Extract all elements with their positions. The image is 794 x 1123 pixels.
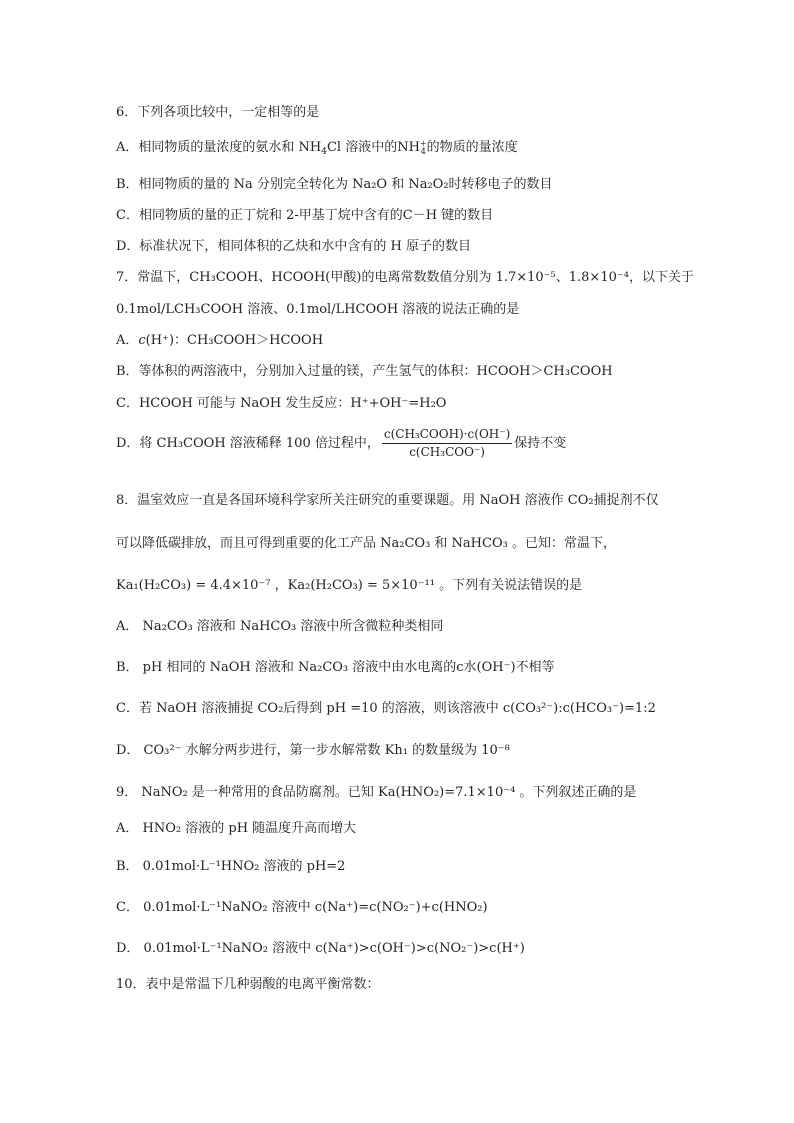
q7-stem-line1: 7．常温下，CH₃COOH、HCOOH(甲酸)的电离常数数值分别为 1.7×10⁻⁵、1.8×10⁻⁴，以下关于 bbox=[116, 270, 694, 285]
q7-a-pre: A． bbox=[116, 333, 139, 348]
q8-stem-line2: 可以降低碳排放，而且可得到重要的化工产品 Na₂CO₃ 和 NaHCO₃ 。已知：常温下， bbox=[116, 536, 616, 551]
q6-a-mid: Cl 溶液中的NH bbox=[326, 140, 420, 155]
q9-option-a: A． HNO₂ 溶液的 pH 随温度升高而增大 bbox=[116, 821, 357, 836]
q7-d-post: 保持不变 bbox=[514, 436, 567, 451]
q8-stem-line3: Ka₁(H₂CO₃) = 4.4×10⁻⁷ ，Ka₂(H₂CO₃) = 5×10⁻¹¹ 。下列有关说法错误的是 bbox=[116, 578, 583, 593]
q8-option-d: D． CO₃²⁻ 水解分两步进行，第一步水解常数 Kh₁ 的数量级为 10⁻⁸ bbox=[116, 743, 510, 758]
q6-a-sub: 4 bbox=[321, 147, 327, 157]
q8-stem-line1: 8．温室效应一直是各国环境科学家所关注研究的重要课题。用 NaOH 溶液作 CO₂捕捉剂不仅 bbox=[116, 493, 659, 508]
q7-a-post: (H⁺)：CH₃COOH＞HCOOH bbox=[145, 333, 324, 348]
q7-option-b: B．等体积的两溶液中，分别加入过量的镁，产生氢气的体积：HCOOH＞CH₃COOH bbox=[116, 364, 613, 379]
q6-option-c: C．相同物质的量的正丁烷和 2-甲基丁烷中含有的C－H 键的数目 bbox=[116, 208, 494, 223]
q7-stem-line2: 0.1mol/LCH₃COOH 溶液、0.1mol/LHCOOH 溶液的说法正确的是 bbox=[116, 302, 520, 317]
q6-stem: 6．下列各项比较中，一定相等的是 bbox=[116, 105, 320, 120]
q7-option-d bbox=[116, 427, 566, 460]
q7-d-denominator: c(CH₃COO⁻) bbox=[409, 445, 485, 459]
q9-option-d: D． 0.01mol·L⁻¹NaNO₂ 溶液中 c(Na⁺)>c(OH⁻)>c(NO₂⁻)>c(H⁺) bbox=[116, 941, 525, 956]
q6-a-sup: + bbox=[419, 138, 427, 148]
q6-option-a bbox=[116, 139, 518, 161]
q6-option-d: D．标准状况下，相同体积的乙炔和水中含有的 H 原子的数目 bbox=[116, 239, 472, 254]
q9-option-b: B． 0.01mol·L⁻¹HNO₂ 溶液的 pH=2 bbox=[116, 859, 346, 874]
q10-stem: 10．表中是常温下几种弱酸的电离平衡常数： bbox=[116, 977, 380, 992]
q9-stem: 9． NaNO₂ 是一种常用的食品防腐剂。已知 Ka(HNO₂)=7.1×10⁻⁴ 。下列叙述正确的是 bbox=[116, 785, 637, 800]
q7-d-fraction bbox=[382, 427, 512, 460]
q6-a-post: 的物质的量浓度 bbox=[426, 140, 518, 155]
q7-d-pre: D．将 CH₃COOH 溶液稀释 100 倍过程中， bbox=[116, 436, 380, 451]
q7-a-c: c bbox=[138, 333, 146, 348]
q7-option-a bbox=[116, 332, 323, 350]
q6-option-b: B．相同物质的量的 Na 分别完全转化为 Na₂O 和 Na₂O₂时转移电子的数目 bbox=[116, 177, 553, 192]
q7-option-c: C．HCOOH 可能与 NaOH 发生反应：H⁺+OH⁻=H₂O bbox=[116, 396, 447, 411]
q6-a-sub2: 4 bbox=[420, 146, 426, 156]
q8-option-a: A． Na₂CO₃ 溶液和 NaHCO₃ 溶液中所含微粒种类相同 bbox=[116, 619, 444, 634]
q9-option-c: C． 0.01mol·L⁻¹NaNO₂ 溶液中 c(Na⁺)=c(NO₂⁻)+c(HNO₂) bbox=[116, 900, 488, 915]
q7-d-numerator: c(CH₃COOH)·c(OH⁻) bbox=[382, 427, 512, 444]
q8-option-c: C．若 NaOH 溶液捕捉 CO₂后得到 pH =10 的溶液，则该溶液中 c(CO₃²⁻):c(HCO₃⁻)=1:2 bbox=[116, 701, 656, 716]
q8-option-b: B． pH 相同的 NaOH 溶液和 Na₂CO₃ 溶液中由水电离的c水(OH⁻)不相等 bbox=[116, 660, 555, 675]
q6-a-pre: A．相同物质的量浓度的氨水和 NH bbox=[116, 140, 322, 155]
